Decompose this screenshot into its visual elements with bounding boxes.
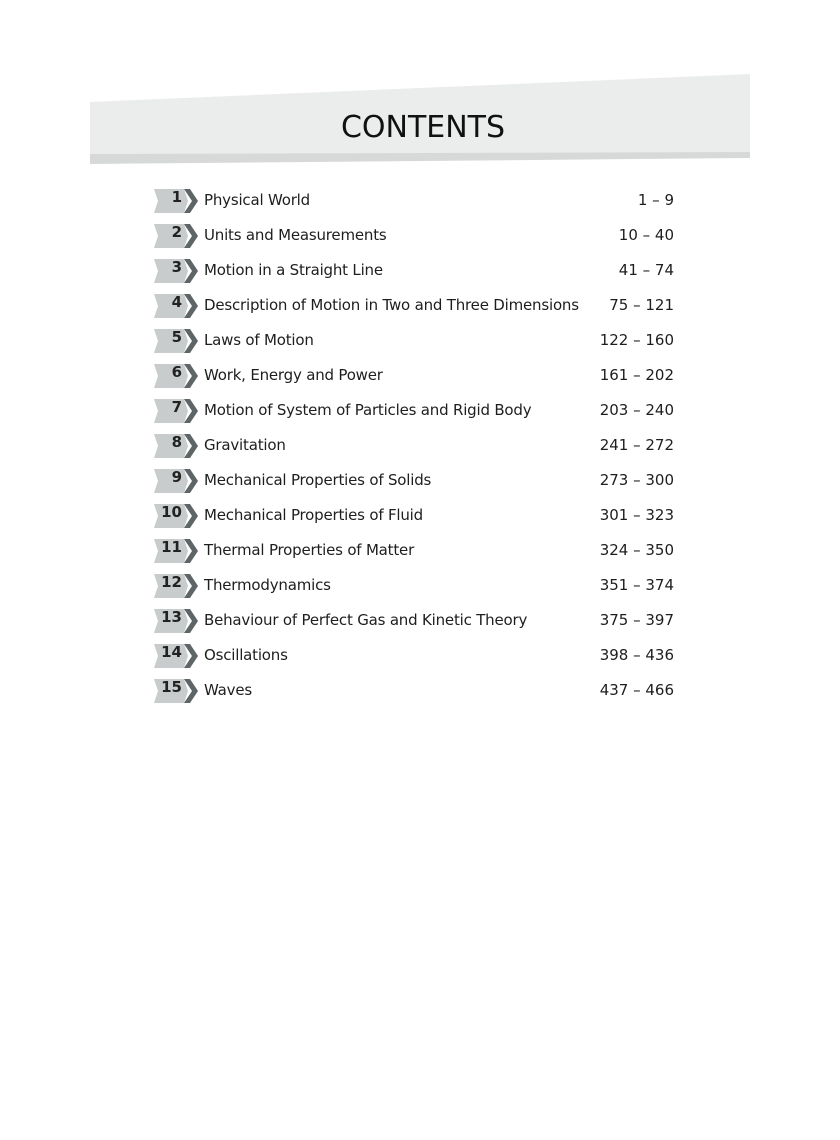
chapter-number: 6: [171, 363, 182, 381]
chapter-number: 2: [171, 223, 182, 241]
toc-row-4[interactable]: [154, 290, 674, 325]
chapter-title[interactable]: Work, Energy and Power: [204, 366, 383, 384]
toc-row-6[interactable]: [154, 360, 674, 395]
chapter-title[interactable]: Mechanical Properties of Fluid: [204, 506, 423, 524]
chapter-page-range: 1 – 9: [637, 191, 674, 209]
toc-row-8[interactable]: [154, 430, 674, 465]
toc-row-15[interactable]: [154, 675, 674, 710]
chapter-title[interactable]: Motion of System of Particles and Rigid Body: [204, 401, 532, 419]
chapter-title[interactable]: Gravitation: [204, 436, 286, 454]
chapter-page-range: 10 – 40: [618, 226, 674, 244]
chapter-page-range: 437 – 466: [599, 681, 674, 699]
chapter-title[interactable]: Thermodynamics: [204, 576, 331, 594]
chapter-title[interactable]: Physical World: [204, 191, 310, 209]
chapter-number: 5: [171, 328, 182, 346]
chapter-page-range: 398 – 436: [599, 646, 674, 664]
chapter-number: 13: [161, 608, 182, 626]
chapter-number: 14: [161, 643, 182, 661]
page-title: CONTENTS: [340, 110, 506, 145]
chapter-page-range: 351 – 374: [599, 576, 674, 594]
toc-row-10[interactable]: [154, 500, 674, 535]
chapter-page-range: 241 – 272: [599, 436, 674, 454]
chapter-title[interactable]: Mechanical Properties of Solids: [204, 471, 432, 489]
chapter-title[interactable]: Waves: [204, 681, 252, 699]
toc-row-12[interactable]: [154, 570, 674, 605]
chapter-number: 4: [171, 293, 182, 311]
chapter-title[interactable]: Units and Measurements: [204, 226, 387, 244]
chapter-title[interactable]: Description of Motion in Two and Three Dimensions: [204, 296, 579, 314]
chapter-title[interactable]: Laws of Motion: [204, 331, 314, 349]
chapter-number: 7: [171, 398, 182, 416]
chapter-page-range: 41 – 74: [618, 261, 674, 279]
chapter-number: 15: [161, 678, 182, 696]
chapter-page-range: 273 – 300: [599, 471, 674, 489]
chapter-number: 12: [161, 573, 182, 591]
chapter-title[interactable]: Oscillations: [204, 646, 288, 664]
chapter-title[interactable]: Thermal Properties of Matter: [204, 541, 415, 559]
toc-row-3[interactable]: [154, 255, 674, 290]
chapter-number: 3: [171, 258, 182, 276]
chapter-page-range: 122 – 160: [599, 331, 674, 349]
chapter-page-range: 375 – 397: [599, 611, 674, 629]
chapter-page-range: 203 – 240: [599, 401, 674, 419]
chapter-number: 1: [171, 188, 182, 206]
table-of-contents: [154, 185, 674, 710]
toc-row-14[interactable]: [154, 640, 674, 675]
chapter-title[interactable]: Motion in a Straight Line: [204, 261, 383, 279]
toc-row-1[interactable]: [154, 185, 674, 220]
toc-row-11[interactable]: [154, 535, 674, 570]
chapter-page-range: 301 – 323: [599, 506, 674, 524]
chapter-title[interactable]: Behaviour of Perfect Gas and Kinetic Theory: [204, 611, 528, 629]
toc-row-13[interactable]: [154, 605, 674, 640]
chapter-page-range: 324 – 350: [599, 541, 674, 559]
chapter-number: 10: [161, 503, 182, 521]
toc-row-7[interactable]: [154, 395, 674, 430]
toc-row-9[interactable]: [154, 465, 674, 500]
chapter-page-range: 161 – 202: [599, 366, 674, 384]
chapter-number: 11: [161, 538, 182, 556]
chapter-page-range: 75 – 121: [609, 296, 674, 314]
toc-row-2[interactable]: [154, 220, 674, 255]
chapter-number: 9: [171, 468, 182, 486]
toc-row-5[interactable]: [154, 325, 674, 360]
contents-banner: [90, 74, 750, 164]
chapter-number: 8: [171, 433, 182, 451]
